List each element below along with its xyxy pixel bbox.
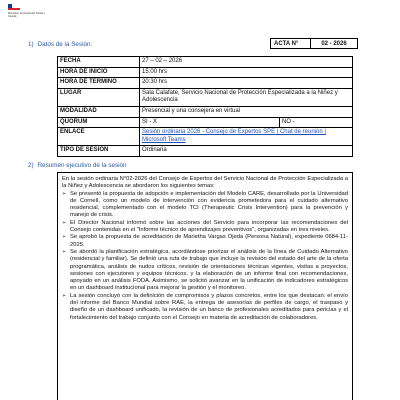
logo-text: Ministerio de Desarrollo Social y Familia — [8, 12, 46, 18]
hora-termino-value: 20:30 hrs — [140, 78, 353, 89]
ministry-logo — [8, 4, 46, 22]
modalidad-key: MODALIDAD — [58, 106, 140, 117]
enlace-key: ENLACE — [58, 128, 140, 146]
table-row — [58, 78, 353, 89]
list-item: ➢ Se abordó la planificación estratégica, acordándose priorizar el análisis de la línea de Cuidado Alternativo (residencial y familiar). Se definió una ruta de trabajo que incluye la revisión del estado del arte de la oferta programática, análisis de nudos críticos, revisión de orientaciones técnicas vigentes, visitas a proyectos, sesiones con ejecutores y equipos técnicos, y la elaboración de un informe final con recomendaciones, apoyado en un análisis FODA. Asimismo, se solicitó avanzar en la unificación de indicadores estratégicos en un dashboard institucional para mejorar la gestión y el monitoreo. — [62, 249, 348, 293]
hora-termino-key: HORA DE TERMINO — [58, 78, 140, 89]
table-row — [58, 117, 353, 128]
acta-number: 02 - 2026 — [321, 41, 347, 47]
lugar-key: LUGAR — [58, 88, 140, 106]
quorum-yes: SI - X — [140, 117, 280, 128]
list-item: ➢ Se aprobó la propuesta de acreditación de Marietha Vargas Ojeda (Persona Natural), expediente 0684-11-2025. — [62, 234, 348, 249]
table-row — [58, 88, 353, 106]
table-row — [58, 67, 353, 78]
acta-label: ACTA N° — [271, 39, 311, 48]
section-2-title — [28, 162, 127, 169]
fecha-value: 27 – 02 – 2026 — [140, 57, 353, 68]
section-2-label: Resumen ejecutivo de la sesión — [37, 162, 127, 169]
logo-red-stripe — [8, 8, 20, 10]
summary-bullet-list — [62, 191, 348, 322]
table-row — [58, 128, 353, 146]
executive-summary-box — [57, 172, 353, 400]
list-item: ➢ El Director Nacional informó sobre las acciones del Servicio para incorporar las recomendaciones del Consejo contenidas en el "Informe técnico de aprendizajes preventivos", organizadas en tres niveles. — [62, 220, 348, 235]
teams-meeting-link[interactable]: Sesión ordinaria 2026 - Consejo de Expertos SPE | Chat de reunión | Microsoft Teams — [142, 129, 326, 143]
list-item: ➢ La sesión concluyó con la definición de compromisos y plazos concretos, entre los que destacan: el envío del informe del Banco Mundial sobre RAE, la entrega de asesorías de perfiles de cargo, el traspaso y diseño de un dashboard unificado, la revisión de un banco de profesionales acreditados para pericias y el fortalecimiento del trabajo conjunto con el Consejo en materia de acreditación de colaboradores. — [62, 293, 348, 322]
section-1-number: 1) — [28, 41, 34, 48]
tipo-value: Ordinaria — [140, 146, 353, 157]
session-info-table — [57, 56, 353, 157]
table-row — [58, 106, 353, 117]
lugar-value: Sala Calafate, Servicio Nacional de Protección Especializada a la Niñez y Adolescencia — [140, 88, 353, 106]
list-item: ➢ Se presentó la propuesta de adopción e implementación del Modelo CARE, desarrollado por la Universidad de Cornell, como un modelo de intervención con evidencia prometedora para el cuidado alternativo residencial, complementado con el modelo TCI (Therapeutic Crisis Intervention) para la prevención y manejo de crisis. — [62, 191, 348, 220]
enlace-cell — [140, 128, 353, 146]
section-2-number: 2) — [28, 162, 34, 169]
section-1-label: Datos de la Sesión: — [37, 41, 93, 48]
quorum-no: NO - — [280, 117, 353, 128]
summary-intro: En la sesión ordinaria N°02-2026 del Consejo de Expertos del Servicio Nacional de Protección Especializada a la Niñez y Adolescencia se abordaron los siguientes temas: — [62, 176, 348, 190]
section-1-title — [28, 41, 92, 48]
table-row — [58, 57, 353, 68]
hora-inicio-key: HORA DE INICIO — [58, 67, 140, 78]
fecha-key: FECHA — [58, 57, 140, 68]
table-row — [58, 146, 353, 157]
tipo-key: TIPO DE SESIÓN — [58, 146, 140, 157]
acta-number-box — [270, 38, 358, 49]
hora-inicio-value: 15:00 hrs — [140, 67, 353, 78]
quorum-key: QUORUM — [58, 117, 140, 128]
modalidad-value: Presencial y una consejera en virtual — [140, 106, 353, 117]
